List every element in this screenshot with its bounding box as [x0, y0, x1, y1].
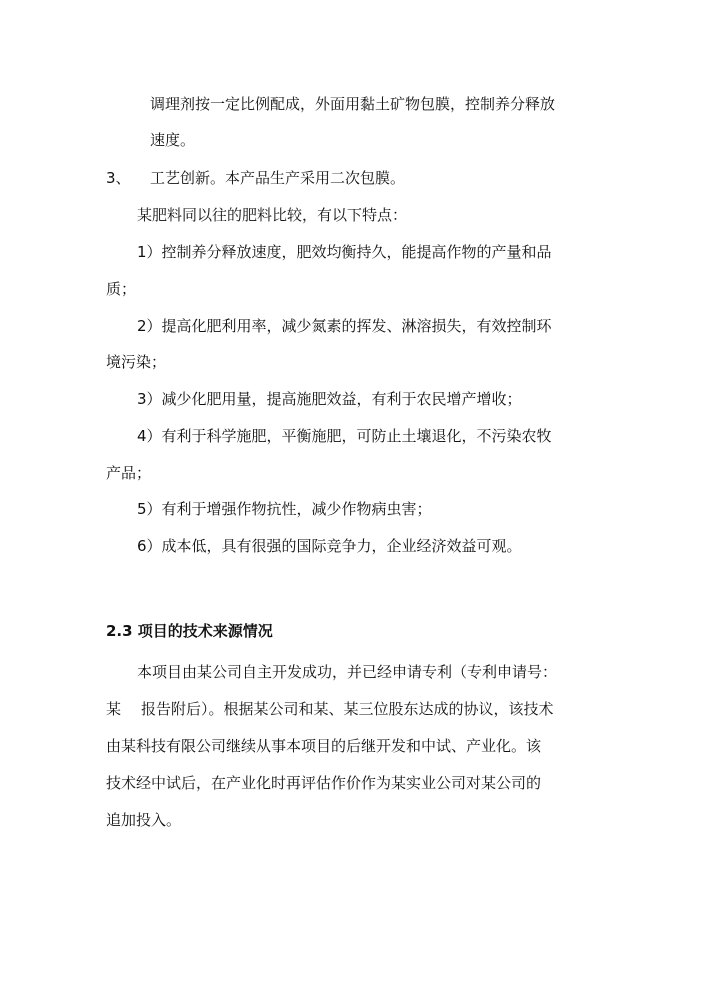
list-item-number: 3、	[106, 169, 131, 187]
list-item-text: 工艺创新。本产品生产采用二次包膜。	[150, 169, 406, 187]
paragraph-line: 速度。	[150, 131, 196, 149]
paragraph-line	[106, 699, 554, 719]
feature-item: 5）有利于增强作物抗性，减少作物病虫害；	[137, 500, 432, 518]
paragraph-line: 本项目由某公司自主开发成功，并已经申请专利（专利申请号：	[137, 663, 558, 681]
feature-item-continuation: 产品；	[106, 464, 152, 482]
text-fragment: 报告附后）。根据某公司和某、某三位股东达成的协议，该技术	[141, 700, 554, 718]
feature-item-continuation: 境污染；	[106, 353, 167, 371]
feature-item: 3）减少化肥用量，提高施肥效益，有利于农民增产增收；	[137, 390, 522, 408]
feature-item: 6）成本低，具有很强的国际竞争力，企业经济效益可观。	[137, 537, 522, 555]
feature-item: 2）提高化肥利用率，减少氮素的挥发、淋溶损失，有效控制环	[137, 317, 552, 335]
paragraph-line: 技术经中试后，在产业化时再评估作价作为某实业公司对某公司的	[106, 774, 542, 792]
feature-item: 4）有利于科学施肥，平衡施肥，可防止土壤退化，不污染农牧	[137, 427, 552, 445]
feature-item-continuation: 质；	[106, 280, 137, 298]
paragraph-line: 调理剂按一定比例配成，外面用黏土矿物包膜，控制养分释放	[150, 95, 556, 113]
paragraph-line: 追加投入。	[106, 811, 182, 829]
section-heading: 2.3 项目的技术来源情况	[106, 622, 273, 640]
text-fragment: 某	[106, 700, 122, 718]
paragraph-line: 某肥料同以往的肥料比较，有以下特点：	[137, 206, 408, 224]
feature-item: 1）控制养分释放速度，肥效均衡持久，能提高作物的产量和品	[137, 243, 552, 261]
paragraph-line: 由某科技有限公司继续从事本项目的后继开发和中试、产业化。该	[106, 737, 542, 755]
